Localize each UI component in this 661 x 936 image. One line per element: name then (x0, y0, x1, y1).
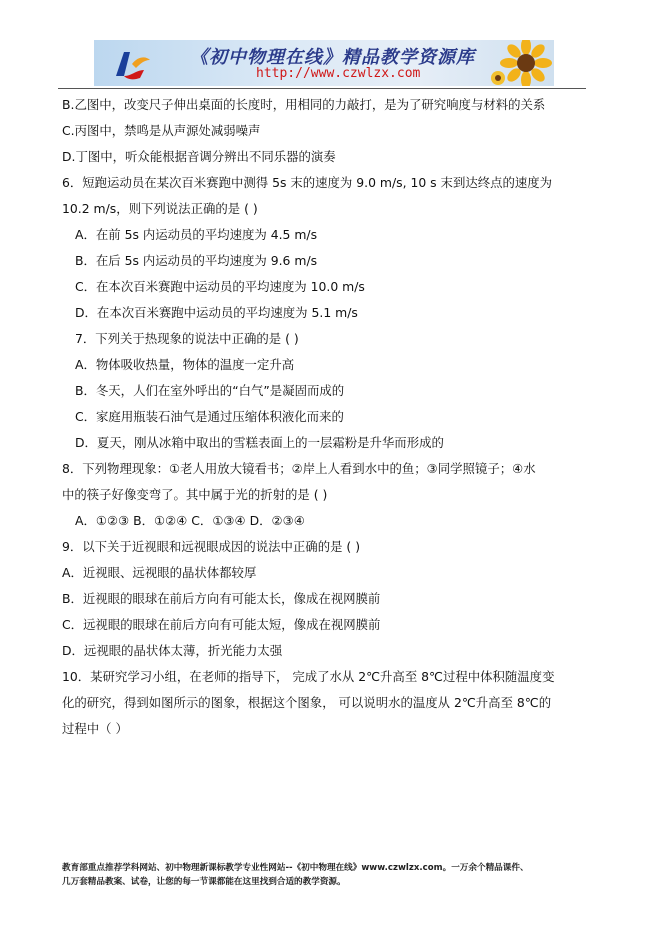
option-line: C．家庭用瓶装石油气是通过压缩体积液化而来的 (75, 409, 344, 424)
text-line: D.丁图中，听众能根据音调分辨出不同乐器的演奏 (62, 149, 336, 164)
footer-line: 几万套精品教案、试卷，让您的每一节课都能在这里找到合适的教学资源。 (62, 877, 346, 887)
banner-url[interactable]: http://www.czwlzx.com (256, 66, 421, 81)
option-line: B．在后 5s 内运动员的平均速度为 9.6 m/s (75, 253, 318, 268)
option-line: D．夏天，刚从冰箱中取出的雪糕表面上的一层霜粉是升华而形成的 (75, 435, 444, 450)
question-10-stem-end: 过程中（ ） (62, 721, 128, 736)
question-8-stem-cont: 中的筷子好像变弯了。其中属于光的折射的是 ( ) (62, 487, 328, 502)
question-9-stem: 9．以下关于近视眼和远视眼成因的说法中正确的是 ( ) (62, 539, 361, 554)
option-line: A．在前 5s 内运动员的平均速度为 4.5 m/s (75, 227, 318, 242)
option-line: B．冬天，人们在室外呼出的“白气”是凝固而成的 (75, 383, 345, 398)
text-line: C.丙图中，禁鸣是从声源处减弱噪声 (62, 123, 261, 138)
question-10-stem: 10．某研究学习小组，在老师的指导下， 完成了水从 2℃升高至 8℃过程中体积随温度变 (62, 669, 555, 684)
option-line: D．远视眼的晶状体太薄，折光能力太强 (62, 643, 283, 658)
footer-line: 教育部重点推荐学科网站、初中物理新课标教学专业性网站--《初中物理在线》www.czwlzx.com。一万余个精品课件、 (62, 863, 529, 873)
option-line: A．近视眼、远视眼的晶状体都较厚 (62, 565, 257, 580)
question-6-stem-cont: 10.2 m/s，则下列说法正确的是 ( ) (62, 201, 258, 216)
option-line: C．远视眼的眼球在前后方向有可能太短，像成在视网膜前 (62, 617, 381, 632)
question-content (62, 92, 602, 742)
option-line: D．在本次百米赛跑中运动员的平均速度为 5.1 m/s (75, 305, 358, 320)
option-line: A．①②③ B．①②④ C．①③④ D．②③④ (75, 513, 305, 528)
option-line: A．物体吸收热量，物体的温度一定升高 (75, 357, 295, 372)
text-line: B.乙图中，改变尺子伸出桌面的长度时，用相同的力敲打，是为了研究响度与材料的关系 (62, 97, 546, 112)
question-10-stem-cont: 化的研究，得到如图所示的图象，根据这个图象， 可以说明水的温度从 2℃升高至 8℃的 (62, 695, 552, 710)
site-logo-icon (110, 46, 154, 82)
page-footer (62, 861, 602, 889)
question-7-stem: 7．下列关于热现象的说法中正确的是 ( ) (75, 331, 299, 346)
option-line: C．在本次百米赛跑中运动员的平均速度为 10.0 m/s (75, 279, 365, 294)
question-6-stem: 6．短跑运动员在某次百米赛跑中测得 5s 末的速度为 9.0 m/s, 10 s 末到达终点的速度为 (62, 175, 553, 190)
header-divider (58, 88, 586, 89)
banner-title: 《初中物理在线》精品教学资源库 (190, 47, 475, 68)
header-banner (94, 40, 554, 86)
option-line: B．近视眼的眼球在前后方向有可能太长，像成在视网膜前 (62, 591, 381, 606)
sunflower-icon (486, 40, 552, 86)
question-8-stem: 8．下列物理现象：①老人用放大镜看书；②岸上人看到水中的鱼；③同学照镜子；④水 (62, 461, 536, 476)
